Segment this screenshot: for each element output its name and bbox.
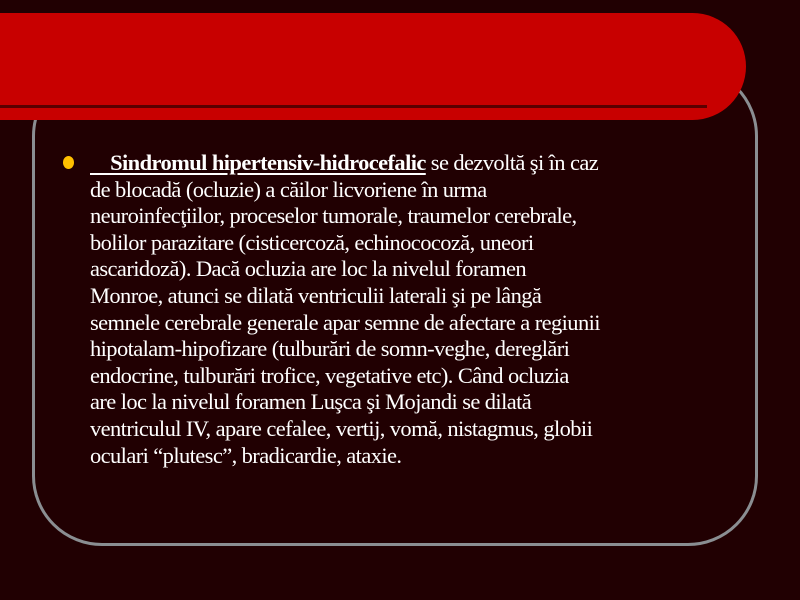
body-line: ventriculul IV, apare cefalee, vertij, vomă, nistagmus, globii: [90, 415, 593, 441]
body-line: are loc la nivelul foramen Luşca şi Mojandi se dilată: [90, 389, 532, 415]
body-line: ascaridoză). Dacă ocluzia are loc la nivelul foramen: [90, 256, 527, 282]
body-line: bolilor parazitare (cisticercoză, echinococoză, uneori: [90, 229, 534, 255]
banner-divider: [0, 105, 707, 108]
body-text: se dezvoltă şi în caz: [425, 150, 599, 175]
slide-body: [90, 150, 770, 469]
bullet-icon: [63, 156, 74, 169]
body-line-1: [90, 150, 770, 177]
body-line: neuroinfecţiilor, proceselor tumorale, traumelor cerebrale,: [90, 203, 577, 229]
body-line: hipotalam-hipofizare (tulburări de somn-veghe, dereglări: [90, 336, 570, 362]
body-line: Monroe, atunci se dilată ventriculii laterali şi pe lângă: [90, 282, 542, 308]
title-banner: [0, 13, 746, 120]
body-line: semnele cerebrale generale apar semne de afectare a regiunii: [90, 309, 600, 335]
lead-term: Sindromul hipertensiv-hidrocefalic: [90, 150, 426, 175]
body-line: endocrine, tulburări trofice, vegetative etc). Când ocluzia: [90, 362, 569, 388]
body-line: oculari “plutesc”, bradicardie, ataxie.: [90, 442, 402, 468]
body-line: de blocadă (ocluzie) a căilor licvoriene în urma: [90, 176, 487, 202]
